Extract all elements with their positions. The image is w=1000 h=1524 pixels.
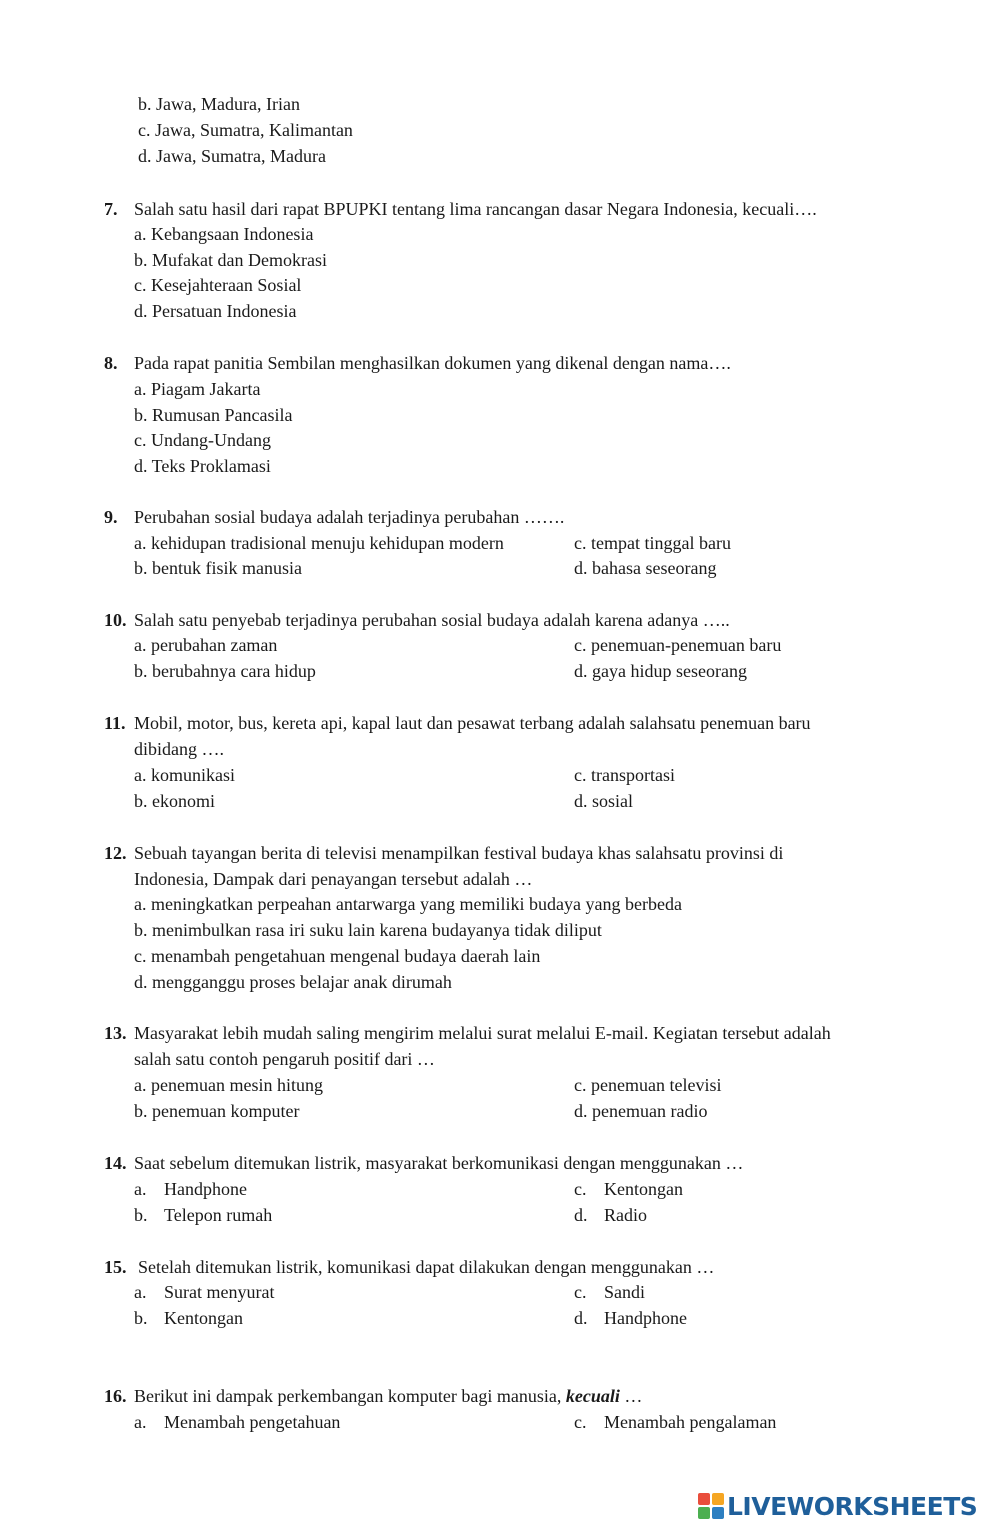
option-text: Telepon rumah xyxy=(164,1205,273,1225)
logo-square-4 xyxy=(712,1507,724,1519)
question-16-emphasis: kecuali xyxy=(565,1386,620,1406)
question-11-option-b: b. ekonomi xyxy=(134,791,215,811)
option-text: Kentongan xyxy=(164,1308,243,1328)
question-9-number: 9. xyxy=(104,507,118,527)
question-14-option-b xyxy=(134,1204,272,1226)
option-text: Handphone xyxy=(604,1308,687,1328)
option-letter: c. xyxy=(574,1179,587,1199)
question-15-text: Setelah ditemukan listrik, komunikasi dapat dilakukan dengan menggunakan … xyxy=(138,1257,715,1277)
question-7-option-c: c. Kesejahteraan Sosial xyxy=(134,275,302,295)
option-letter: d. xyxy=(574,1308,588,1328)
option-letter: b. xyxy=(134,1308,148,1328)
question-8-option-d: d. Teks Proklamasi xyxy=(134,456,271,476)
option-text: Menambah pengetahuan xyxy=(164,1412,341,1432)
logo-square-3 xyxy=(698,1507,710,1519)
question-10-option-b: b. berubahnya cara hidup xyxy=(134,661,316,681)
question-11-option-a: a. komunikasi xyxy=(134,765,235,785)
question-16-option-a xyxy=(134,1411,340,1433)
option-text: Sandi xyxy=(604,1282,646,1302)
question-9-option-a: a. kehidupan tradisional menuju kehidupan modern xyxy=(134,533,504,553)
question-13-option-a: a. penemuan mesin hitung xyxy=(134,1075,323,1095)
question-10-option-c: c. penemuan-penemuan baru xyxy=(574,635,782,655)
question-9-option-c: c. tempat tinggal baru xyxy=(574,533,731,553)
question-11-text-line-1: Mobil, motor, bus, kereta api, kapal laut dan pesawat terbang adalah salahsatu penemuan baru xyxy=(134,713,811,733)
question-13-option-b: b. penemuan komputer xyxy=(134,1101,300,1121)
question-13-text-line-2: salah satu contoh pengaruh positif dari … xyxy=(134,1049,435,1069)
liveworksheets-logo[interactable] xyxy=(698,1490,977,1522)
option-letter: c. xyxy=(574,1282,587,1302)
question-15-number: 15. xyxy=(104,1257,127,1277)
option-text: Menambah pengalaman xyxy=(604,1412,777,1432)
logo-square-2 xyxy=(712,1493,724,1505)
question-16-option-c xyxy=(574,1411,776,1433)
question-7-option-b: b. Mufakat dan Demokrasi xyxy=(134,250,327,270)
option-text: Handphone xyxy=(164,1179,247,1199)
option-top-b: b. Jawa, Madura, Irian xyxy=(138,94,300,114)
question-14-option-d xyxy=(574,1204,647,1226)
question-10-text: Salah satu penyebab terjadinya perubahan sosial budaya adalah karena adanya ….. xyxy=(134,610,730,630)
question-8-number: 8. xyxy=(104,353,118,373)
question-15-option-b xyxy=(134,1307,243,1329)
question-13-text-line-1: Masyarakat lebih mudah saling mengirim melalui surat melalui E-mail. Kegiatan tersebut adalah xyxy=(134,1023,831,1043)
question-12-option-a: a. meningkatkan perpeahan antarwarga yang memiliki budaya yang berbeda xyxy=(134,894,682,914)
question-15-option-c xyxy=(574,1281,645,1303)
question-9-option-b: b. bentuk fisik manusia xyxy=(134,558,302,578)
question-10-number: 10. xyxy=(104,610,127,630)
question-12-text-line-1: Sebuah tayangan berita di televisi menampilkan festival budaya khas salahsatu provinsi di xyxy=(134,843,784,863)
option-top-c: c. Jawa, Sumatra, Kalimantan xyxy=(138,120,353,140)
question-8-option-a: a. Piagam Jakarta xyxy=(134,379,261,399)
question-16-number: 16. xyxy=(104,1386,127,1406)
question-7-text: Salah satu hasil dari rapat BPUPKI tentang lima rancangan dasar Negara Indonesia, kecuali…. xyxy=(134,199,817,219)
option-text: Radio xyxy=(604,1205,647,1225)
question-9-option-d: d. bahasa seseorang xyxy=(574,558,717,578)
option-letter: b. xyxy=(134,1205,148,1225)
option-text: Surat menyurat xyxy=(164,1282,275,1302)
liveworksheets-logo-icon xyxy=(698,1493,724,1519)
question-14-text: Saat sebelum ditemukan listrik, masyarakat berkomunikasi dengan menggunakan … xyxy=(134,1153,744,1173)
question-7-option-a: a. Kebangsaan Indonesia xyxy=(134,224,314,244)
question-13-number: 13. xyxy=(104,1023,127,1043)
question-10-option-a: a. perubahan zaman xyxy=(134,635,278,655)
question-15-option-a xyxy=(134,1281,274,1303)
question-13-option-d: d. penemuan radio xyxy=(574,1101,708,1121)
question-7-number: 7. xyxy=(104,199,118,219)
question-14-number: 14. xyxy=(104,1153,127,1173)
question-11-option-d: d. sosial xyxy=(574,791,634,811)
question-11-number: 11. xyxy=(104,713,126,733)
option-letter: c. xyxy=(574,1412,587,1432)
option-letter: a. xyxy=(134,1179,147,1199)
question-7-option-d: d. Persatuan Indonesia xyxy=(134,301,297,321)
question-14-option-c xyxy=(574,1178,683,1200)
question-11-option-c: c. transportasi xyxy=(574,765,675,785)
question-16-stem: Berikut ini dampak perkembangan komputer bagi manusia, xyxy=(134,1386,562,1406)
question-15-option-d xyxy=(574,1307,687,1329)
question-12-option-c: c. menambah pengetahuan mengenal budaya daerah lain xyxy=(134,946,541,966)
question-11-text-line-2: dibidang …. xyxy=(134,739,224,759)
option-text: Kentongan xyxy=(604,1179,683,1199)
question-16-text xyxy=(134,1385,642,1407)
question-8-option-b: b. Rumusan Pancasila xyxy=(134,405,293,425)
option-top-d: d. Jawa, Sumatra, Madura xyxy=(138,146,326,166)
question-10-option-d: d. gaya hidup seseorang xyxy=(574,661,747,681)
question-16-ellipsis: … xyxy=(619,1386,643,1406)
question-8-option-c: c. Undang-Undang xyxy=(134,430,271,450)
question-14-option-a xyxy=(134,1178,247,1200)
liveworksheets-logo-text: LIVEWORKSHEETS xyxy=(727,1491,978,1521)
question-12-text-line-2: Indonesia, Dampak dari penayangan tersebut adalah … xyxy=(134,869,533,889)
question-9-text: Perubahan sosial budaya adalah terjadinya perubahan ……. xyxy=(134,507,565,527)
question-13-option-c: c. penemuan televisi xyxy=(574,1075,722,1095)
option-letter: d. xyxy=(574,1205,588,1225)
option-letter: a. xyxy=(134,1282,147,1302)
question-12-option-d: d. mengganggu proses belajar anak dirumah xyxy=(134,972,452,992)
logo-square-1 xyxy=(698,1493,710,1505)
question-12-number: 12. xyxy=(104,843,127,863)
option-letter: a. xyxy=(134,1412,147,1432)
question-8-text: Pada rapat panitia Sembilan menghasilkan dokumen yang dikenal dengan nama…. xyxy=(134,353,731,373)
question-12-option-b: b. menimbulkan rasa iri suku lain karena budayanya tidak diliput xyxy=(134,920,602,940)
